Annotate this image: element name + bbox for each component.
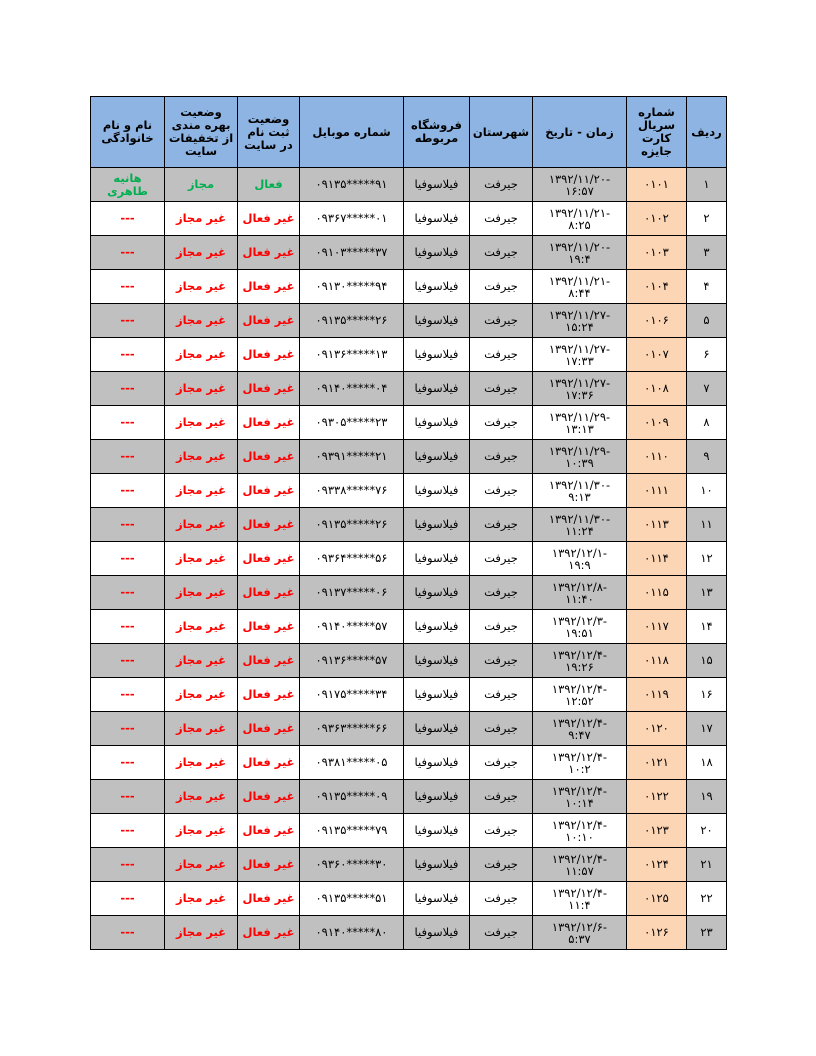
time-text: ۱۹:۴ (568, 251, 591, 266)
store-cell: فیلاسوفیا (404, 474, 470, 508)
discount-status-cell: غیر مجاز (165, 406, 238, 440)
registration-status-cell: غیر فعال (238, 814, 300, 848)
store-cell: فیلاسوفیا (404, 916, 470, 950)
registration-status-cell: غیر فعال (238, 406, 300, 440)
registration-status-cell: غیر فعال (238, 508, 300, 542)
time-text: ۱۵:۲۴ (565, 319, 594, 334)
store-cell: فیلاسوفیا (404, 202, 470, 236)
discount-status-cell: غیر مجاز (165, 338, 238, 372)
datetime-cell (533, 406, 627, 440)
time-text: ۱۷:۳۳ (565, 353, 594, 368)
datetime-cell (533, 440, 627, 474)
datetime-cell (533, 882, 627, 916)
time-text: ۱۷:۳۶ (565, 387, 594, 402)
table-row (91, 168, 727, 202)
registration-status-cell: غیر فعال (238, 780, 300, 814)
city-cell: جیرفت (470, 814, 533, 848)
discount-status-cell: غیر مجاز (165, 712, 238, 746)
table-row (91, 406, 727, 440)
store-cell: فیلاسوفیا (404, 576, 470, 610)
date-text: ۱۳۹۲/۱۱/۲۹- (548, 443, 611, 458)
date-text: ۱۳۹۲/۱۱/۲۷- (548, 375, 611, 390)
city-cell: جیرفت (470, 304, 533, 338)
discount-status-cell: غیر مجاز (165, 848, 238, 882)
registration-status-cell: غیر فعال (238, 236, 300, 270)
date-text: ۱۳۹۲/۱۱/۲۷- (548, 341, 611, 356)
serial-cell: ۰۱۰۴ (627, 270, 687, 304)
datetime-cell (533, 202, 627, 236)
registration-status-cell: غیر فعال (238, 916, 300, 950)
row-number-cell: ۱۹ (687, 780, 727, 814)
city-cell: جیرفت (470, 644, 533, 678)
date-text: ۱۳۹۲/۱۲/۴- (551, 851, 608, 866)
discount-status-cell: غیر مجاز (165, 202, 238, 236)
time-text: ۱۰:۳۹ (565, 455, 594, 470)
row-number-cell: ۷ (687, 372, 727, 406)
store-cell: فیلاسوفیا (404, 304, 470, 338)
serial-cell: ۰۱۱۹ (627, 678, 687, 712)
table-row (91, 236, 727, 270)
time-text: ۱۳:۱۳ (565, 421, 594, 436)
date-text: ۱۳۹۲/۱۱/۲۰- (548, 239, 611, 254)
serial-cell: ۰۱۰۸ (627, 372, 687, 406)
date-text: ۱۳۹۲/۱۲/۴- (551, 783, 608, 798)
table-row (91, 746, 727, 780)
store-cell: فیلاسوفیا (404, 882, 470, 916)
store-cell: فیلاسوفیا (404, 270, 470, 304)
name-cell: --- (91, 576, 165, 610)
name-cell: --- (91, 440, 165, 474)
table-row (91, 678, 727, 712)
registration-status-cell: غیر فعال (238, 202, 300, 236)
registration-status-cell: غیر فعال (238, 610, 300, 644)
datetime-cell (533, 712, 627, 746)
name-cell: --- (91, 882, 165, 916)
table-row (91, 882, 727, 916)
header-registration: وضعیت ثبت نام در سایت (238, 97, 300, 168)
city-cell: جیرفت (470, 202, 533, 236)
header-row (91, 97, 727, 168)
city-cell: جیرفت (470, 440, 533, 474)
time-text: ۱۹:۹ (568, 557, 591, 572)
store-cell: فیلاسوفیا (404, 338, 470, 372)
registration-status-cell: غیر فعال (238, 678, 300, 712)
city-cell: جیرفت (470, 508, 533, 542)
city-cell: جیرفت (470, 610, 533, 644)
mobile-cell: ۰۹۱۳۵*****۲۶ (300, 304, 404, 338)
header-store: فروشگاه مربوطه (404, 97, 470, 168)
date-text: ۱۳۹۲/۱۲/۱- (551, 545, 608, 560)
time-text: ۵:۳۷ (568, 931, 591, 946)
registration-status-cell: غیر فعال (238, 304, 300, 338)
city-cell: جیرفت (470, 338, 533, 372)
row-number-cell: ۱۳ (687, 576, 727, 610)
table-row (91, 440, 727, 474)
time-text: ۱۰:۱۰ (565, 829, 594, 844)
discount-status-cell: غیر مجاز (165, 474, 238, 508)
city-cell: جیرفت (470, 882, 533, 916)
mobile-cell: ۰۹۳۶۳*****۶۶ (300, 712, 404, 746)
serial-cell: ۰۱۱۱ (627, 474, 687, 508)
name-cell: --- (91, 202, 165, 236)
serial-cell: ۰۱۰۹ (627, 406, 687, 440)
name-cell: --- (91, 236, 165, 270)
header-datetime: زمان - تاریخ (533, 97, 627, 168)
header-row-number: ردیف (687, 97, 727, 168)
row-number-cell: ۱۴ (687, 610, 727, 644)
table-row (91, 372, 727, 406)
mobile-cell: ۰۹۱۳۵*****۷۹ (300, 814, 404, 848)
city-cell: جیرفت (470, 236, 533, 270)
registration-status-cell: غیر فعال (238, 338, 300, 372)
row-number-cell: ۲ (687, 202, 727, 236)
registration-status-cell: غیر فعال (238, 372, 300, 406)
mobile-cell: ۰۹۱۴۰*****۸۰ (300, 916, 404, 950)
datetime-cell (533, 746, 627, 780)
date-text: ۱۳۹۲/۱۲/۳- (551, 613, 608, 628)
store-cell: فیلاسوفیا (404, 644, 470, 678)
store-cell: فیلاسوفیا (404, 236, 470, 270)
table-row (91, 814, 727, 848)
serial-cell: ۰۱۱۰ (627, 440, 687, 474)
mobile-cell: ۰۹۳۰۵*****۲۳ (300, 406, 404, 440)
row-number-cell: ۱۰ (687, 474, 727, 508)
datetime-cell (533, 848, 627, 882)
row-number-cell: ۲۳ (687, 916, 727, 950)
row-number-cell: ۹ (687, 440, 727, 474)
prize-cards-table (90, 96, 727, 950)
header-serial: شماره سریال کارت جایزه (627, 97, 687, 168)
serial-cell: ۰۱۱۵ (627, 576, 687, 610)
city-cell: جیرفت (470, 270, 533, 304)
row-number-cell: ۱۲ (687, 542, 727, 576)
name-cell: --- (91, 712, 165, 746)
row-number-cell: ۲۱ (687, 848, 727, 882)
date-text: ۱۳۹۲/۱۱/۲۱- (548, 205, 611, 220)
name-cell: هانیه طاهری (91, 168, 165, 202)
mobile-cell: ۰۹۱۳۶*****۵۷ (300, 644, 404, 678)
serial-cell: ۰۱۱۷ (627, 610, 687, 644)
city-cell: جیرفت (470, 746, 533, 780)
datetime-cell (533, 542, 627, 576)
row-number-cell: ۱۷ (687, 712, 727, 746)
mobile-cell: ۰۹۱۳۵*****۲۶ (300, 508, 404, 542)
name-cell: --- (91, 678, 165, 712)
row-number-cell: ۲۲ (687, 882, 727, 916)
mobile-cell: ۰۹۱۳۷*****۰۶ (300, 576, 404, 610)
mobile-cell: ۰۹۳۳۸*****۷۶ (300, 474, 404, 508)
table-row (91, 916, 727, 950)
header-name: نام و نام خانوادگی (91, 97, 165, 168)
city-cell: جیرفت (470, 168, 533, 202)
row-number-cell: ۳ (687, 236, 727, 270)
mobile-cell: ۰۹۳۶۴*****۵۶ (300, 542, 404, 576)
discount-status-cell: غیر مجاز (165, 576, 238, 610)
mobile-cell: ۰۹۱۳۵*****۹۱ (300, 168, 404, 202)
datetime-cell (533, 270, 627, 304)
registration-status-cell: غیر فعال (238, 712, 300, 746)
discount-status-cell: غیر مجاز (165, 236, 238, 270)
serial-cell: ۰۱۱۸ (627, 644, 687, 678)
discount-status-cell: غیر مجاز (165, 304, 238, 338)
name-cell: --- (91, 780, 165, 814)
store-cell: فیلاسوفیا (404, 678, 470, 712)
registration-status-cell: غیر فعال (238, 848, 300, 882)
registration-status-cell: فعال (238, 168, 300, 202)
time-text: ۱۱:۴۰ (565, 591, 594, 606)
discount-status-cell: غیر مجاز (165, 882, 238, 916)
name-cell: --- (91, 406, 165, 440)
serial-cell: ۰۱۲۲ (627, 780, 687, 814)
mobile-cell: ۰۹۳۸۱*****۰۵ (300, 746, 404, 780)
discount-status-cell: غیر مجاز (165, 542, 238, 576)
city-cell: جیرفت (470, 678, 533, 712)
store-cell: فیلاسوفیا (404, 440, 470, 474)
mobile-cell: ۰۹۳۹۱*****۲۱ (300, 440, 404, 474)
row-number-cell: ۱۶ (687, 678, 727, 712)
discount-status-cell: غیر مجاز (165, 678, 238, 712)
table-row (91, 848, 727, 882)
store-cell: فیلاسوفیا (404, 848, 470, 882)
date-text: ۱۳۹۲/۱۲/۴- (551, 681, 608, 696)
name-cell: --- (91, 474, 165, 508)
registration-status-cell: غیر فعال (238, 542, 300, 576)
registration-status-cell: غیر فعال (238, 440, 300, 474)
table-row (91, 508, 727, 542)
datetime-cell (533, 678, 627, 712)
serial-cell: ۰۱۱۴ (627, 542, 687, 576)
mobile-cell: ۰۹۱۴۰*****۰۴ (300, 372, 404, 406)
table-row (91, 576, 727, 610)
date-text: ۱۳۹۲/۱۲/۴- (551, 817, 608, 832)
name-cell: --- (91, 610, 165, 644)
serial-cell: ۰۱۰۶ (627, 304, 687, 338)
discount-status-cell: غیر مجاز (165, 644, 238, 678)
datetime-cell (533, 916, 627, 950)
name-cell: --- (91, 508, 165, 542)
store-cell: فیلاسوفیا (404, 746, 470, 780)
mobile-cell: ۰۹۳۶۰*****۳۰ (300, 848, 404, 882)
city-cell: جیرفت (470, 916, 533, 950)
store-cell: فیلاسوفیا (404, 610, 470, 644)
time-text: ۹:۱۳ (568, 489, 591, 504)
discount-status-cell: غیر مجاز (165, 746, 238, 780)
city-cell: جیرفت (470, 542, 533, 576)
mobile-cell: ۰۹۱۳۵*****۵۱ (300, 882, 404, 916)
row-number-cell: ۴ (687, 270, 727, 304)
store-cell: فیلاسوفیا (404, 814, 470, 848)
serial-cell: ۰۱۰۳ (627, 236, 687, 270)
date-text: ۱۳۹۲/۱۱/۲۰- (548, 171, 611, 186)
table-row (91, 474, 727, 508)
row-number-cell: ۱۸ (687, 746, 727, 780)
table-row (91, 780, 727, 814)
serial-cell: ۰۱۱۳ (627, 508, 687, 542)
date-text: ۱۳۹۲/۱۱/۲۷- (548, 307, 611, 322)
table-row (91, 304, 727, 338)
serial-cell: ۰۱۰۲ (627, 202, 687, 236)
discount-status-cell: غیر مجاز (165, 814, 238, 848)
time-text: ۱۰:۱۴ (565, 795, 594, 810)
mobile-cell: ۰۹۱۰۳*****۳۷ (300, 236, 404, 270)
registration-status-cell: غیر فعال (238, 576, 300, 610)
date-text: ۱۳۹۲/۱۲/۴- (551, 749, 608, 764)
date-text: ۱۳۹۲/۱۱/۳۰- (548, 511, 611, 526)
time-text: ۱۱:۵۷ (565, 863, 594, 878)
datetime-cell (533, 508, 627, 542)
serial-cell: ۰۱۰۱ (627, 168, 687, 202)
name-cell: --- (91, 916, 165, 950)
table-row (91, 644, 727, 678)
name-cell: --- (91, 270, 165, 304)
datetime-cell (533, 372, 627, 406)
serial-cell: ۰۱۲۳ (627, 814, 687, 848)
discount-status-cell: غیر مجاز (165, 610, 238, 644)
name-cell: --- (91, 746, 165, 780)
serial-cell: ۰۱۰۷ (627, 338, 687, 372)
store-cell: فیلاسوفیا (404, 712, 470, 746)
header-discount: وضعیت بهره مندی از تخفیفات سایت (165, 97, 238, 168)
mobile-cell: ۰۹۱۴۰*****۵۷ (300, 610, 404, 644)
time-text: ۱۹:۲۶ (565, 659, 594, 674)
prize-cards-sheet (90, 96, 726, 950)
name-cell: --- (91, 372, 165, 406)
time-text: ۸:۴۴ (568, 285, 591, 300)
time-text: ۸:۲۵ (568, 217, 591, 232)
table-body (91, 168, 727, 950)
store-cell: فیلاسوفیا (404, 168, 470, 202)
time-text: ۱۹:۵۱ (565, 625, 594, 640)
date-text: ۱۳۹۲/۱۲/۴- (551, 647, 608, 662)
time-text: ۹:۴۷ (568, 727, 591, 742)
city-cell: جیرفت (470, 372, 533, 406)
mobile-cell: ۰۹۱۳۰*****۹۴ (300, 270, 404, 304)
discount-status-cell: غیر مجاز (165, 440, 238, 474)
serial-cell: ۰۱۲۵ (627, 882, 687, 916)
datetime-cell (533, 576, 627, 610)
row-number-cell: ۵ (687, 304, 727, 338)
date-text: ۱۳۹۲/۱۱/۲۹- (548, 409, 611, 424)
row-number-cell: ۱۵ (687, 644, 727, 678)
date-text: ۱۳۹۲/۱۱/۳۰- (548, 477, 611, 492)
table-row (91, 338, 727, 372)
mobile-cell: ۰۹۱۳۵*****۰۹ (300, 780, 404, 814)
datetime-cell (533, 168, 627, 202)
row-number-cell: ۲۰ (687, 814, 727, 848)
serial-cell: ۰۱۲۴ (627, 848, 687, 882)
discount-status-cell: غیر مجاز (165, 916, 238, 950)
datetime-cell (533, 474, 627, 508)
header-mobile: شماره موبایل (300, 97, 404, 168)
date-text: ۱۳۹۲/۱۱/۲۱- (548, 273, 611, 288)
store-cell: فیلاسوفیا (404, 508, 470, 542)
name-cell: --- (91, 644, 165, 678)
datetime-cell (533, 644, 627, 678)
table-row (91, 610, 727, 644)
date-text: ۱۳۹۲/۱۲/۴- (551, 885, 608, 900)
serial-cell: ۰۱۲۰ (627, 712, 687, 746)
registration-status-cell: غیر فعال (238, 882, 300, 916)
city-cell: جیرفت (470, 848, 533, 882)
name-cell: --- (91, 304, 165, 338)
time-text: ۱۶:۵۷ (565, 183, 594, 198)
date-text: ۱۳۹۲/۱۲/۶- (551, 919, 608, 934)
row-number-cell: ۶ (687, 338, 727, 372)
date-text: ۱۳۹۲/۱۲/۸- (551, 579, 608, 594)
discount-status-cell: غیر مجاز (165, 270, 238, 304)
row-number-cell: ۱ (687, 168, 727, 202)
registration-status-cell: غیر فعال (238, 746, 300, 780)
date-text: ۱۳۹۲/۱۲/۴- (551, 715, 608, 730)
name-cell: --- (91, 542, 165, 576)
time-text: ۱۱:۴ (568, 897, 591, 912)
discount-status-cell: غیر مجاز (165, 780, 238, 814)
name-cell: --- (91, 814, 165, 848)
row-number-cell: ۱۱ (687, 508, 727, 542)
serial-cell: ۰۱۲۱ (627, 746, 687, 780)
time-text: ۱۲:۵۲ (565, 693, 594, 708)
name-cell: --- (91, 848, 165, 882)
table-row (91, 542, 727, 576)
store-cell: فیلاسوفیا (404, 542, 470, 576)
time-text: ۱۰:۲ (568, 761, 591, 776)
discount-status-cell: غیر مجاز (165, 508, 238, 542)
row-number-cell: ۸ (687, 406, 727, 440)
mobile-cell: ۰۹۳۶۷*****۰۱ (300, 202, 404, 236)
discount-status-cell: غیر مجاز (165, 372, 238, 406)
mobile-cell: ۰۹۱۷۵*****۳۴ (300, 678, 404, 712)
city-cell: جیرفت (470, 712, 533, 746)
datetime-cell (533, 814, 627, 848)
serial-cell: ۰۱۲۶ (627, 916, 687, 950)
datetime-cell (533, 304, 627, 338)
store-cell: فیلاسوفیا (404, 780, 470, 814)
city-cell: جیرفت (470, 780, 533, 814)
registration-status-cell: غیر فعال (238, 474, 300, 508)
table-row (91, 202, 727, 236)
header-city: شهرستان (470, 97, 533, 168)
table-row (91, 712, 727, 746)
table-row (91, 270, 727, 304)
datetime-cell (533, 338, 627, 372)
datetime-cell (533, 236, 627, 270)
registration-status-cell: غیر فعال (238, 270, 300, 304)
city-cell: جیرفت (470, 474, 533, 508)
time-text: ۱۱:۲۴ (565, 523, 594, 538)
store-cell: فیلاسوفیا (404, 406, 470, 440)
mobile-cell: ۰۹۱۳۶*****۱۳ (300, 338, 404, 372)
discount-status-cell: مجاز (165, 168, 238, 202)
datetime-cell (533, 780, 627, 814)
city-cell: جیرفت (470, 406, 533, 440)
city-cell: جیرفت (470, 576, 533, 610)
datetime-cell (533, 610, 627, 644)
store-cell: فیلاسوفیا (404, 372, 470, 406)
registration-status-cell: غیر فعال (238, 644, 300, 678)
name-cell: --- (91, 338, 165, 372)
